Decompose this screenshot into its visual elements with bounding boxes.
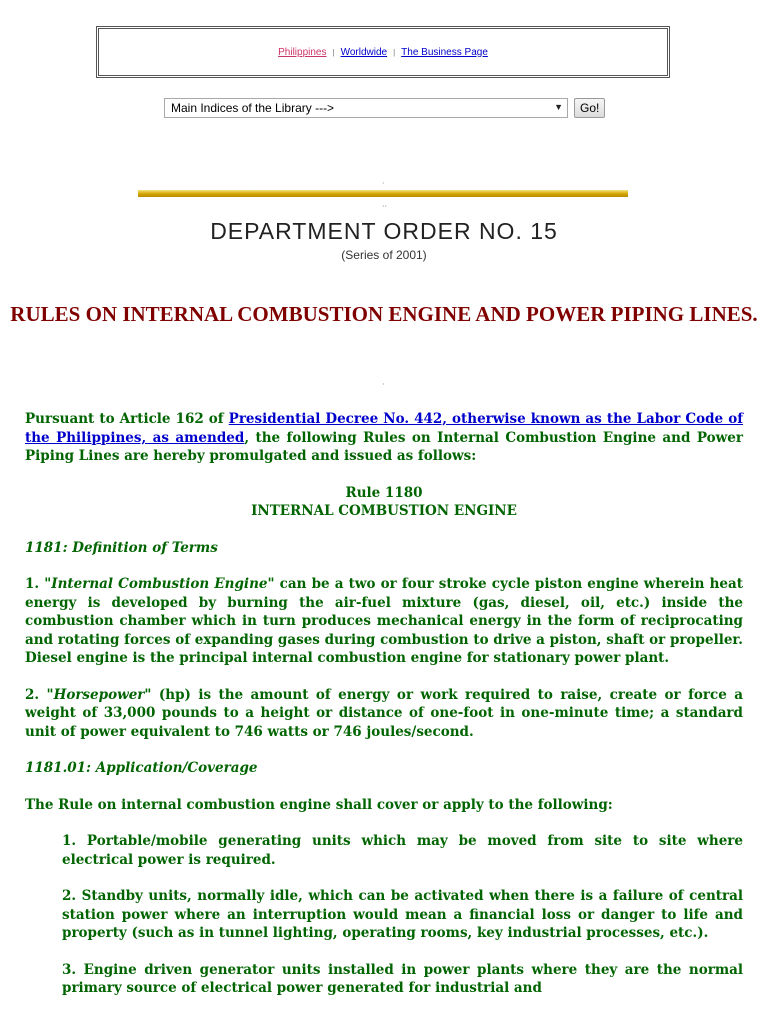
intro-suffix: , the following Rules on Internal Combustion Engine and Power Piping Lines are hereby promulgated and issued as follows: — [25, 429, 743, 464]
library-select-row — [164, 98, 605, 118]
nav-link-philippines[interactable]: Philippines — [278, 46, 327, 58]
order-title: DEPARTMENT ORDER NO. 15 — [210, 218, 558, 244]
definition-number: 2. " — [25, 686, 54, 703]
nav-separator: | — [332, 47, 335, 57]
coverage-item: 1. Portable/mobile generating units which may be moved from site to site where electrical power is required. — [62, 833, 743, 868]
rule-number: Rule 1180 — [345, 484, 423, 501]
separator-dot-icon: ·· — [382, 202, 388, 211]
definition-term: Horsepower — [53, 686, 145, 703]
definition-term: Internal Combustion Engine — [51, 576, 268, 592]
definition-text: " can be a two or four stroke cycle piston engine wherein heat energy is developed by burning the air-fuel mixture (gas, diesel, oil, etc.) inside the combustion chamber which in turn produces mechanical energy in the form of reciprocating and rotating forces of expanding gases during combustion to drive a piston, shaft or propeller. Diesel engine is the principal internal combustion engine for stationary power plant. — [25, 576, 744, 666]
rules-title: RULES ON INTERNAL COMBUSTION ENGINE AND POWER PIPING LINES. — [10, 302, 758, 326]
coverage-item: 2. Standby units, normally idle, which can be activated when there is a failure of central station power where an interruption would mean a financial loss or danger to life and property (such as in tunnel lighting, operating rooms, key industrial processes, etc.). — [62, 888, 743, 941]
separator-dot-icon: · — [382, 179, 385, 188]
rule-heading — [25, 484, 743, 521]
separator-dot-icon: · — [382, 380, 385, 389]
nav-separator: | — [393, 47, 396, 57]
library-index-select-value: Main Indices of the Library ---> — [171, 101, 335, 115]
definition-text: " (hp) is the amount of energy or work required to raise, create or force a weight of 33,000 pounds to a height or distance of one-foot in one-minute time; a standard unit of power equivalent to 746 watts or 746 joules/second. — [25, 686, 743, 740]
go-button[interactable]: Go! — [574, 98, 605, 118]
coverage-lead: The Rule on internal combustion engine shall cover or apply to the following: — [25, 796, 613, 813]
document-body — [25, 410, 743, 1016]
section-heading-1181-01: 1181.01: Application/Coverage — [25, 760, 258, 776]
definition-horsepower — [25, 686, 743, 742]
chevron-down-icon: ▼ — [554, 102, 563, 112]
intro-paragraph — [25, 410, 743, 466]
section-heading-1181: 1181: Definition of Terms — [25, 539, 218, 556]
nav-link-worldwide[interactable]: Worldwide — [340, 46, 388, 58]
labor-code-link[interactable]: Presidential Decree No. 442, otherwise known as the Labor Code of the Philippines, as amended — [25, 411, 743, 446]
intro-prefix: Pursuant to Article 162 of — [25, 411, 229, 427]
definition-internal-combustion-engine — [25, 575, 743, 668]
library-index-select[interactable] — [164, 98, 568, 118]
nav-link-business-page[interactable]: The Business Page — [401, 46, 488, 58]
definition-number: 1. " — [25, 576, 52, 592]
order-series: (Series of 2001) — [341, 248, 427, 262]
gold-divider-bar — [138, 190, 628, 197]
rule-name: INTERNAL COMBUSTION ENGINE — [251, 503, 517, 519]
site-nav-box — [96, 26, 670, 78]
coverage-item: 3. Engine driven generator units installed in power plants where they are the normal primary source of electrical power generated for industrial and — [62, 961, 743, 996]
